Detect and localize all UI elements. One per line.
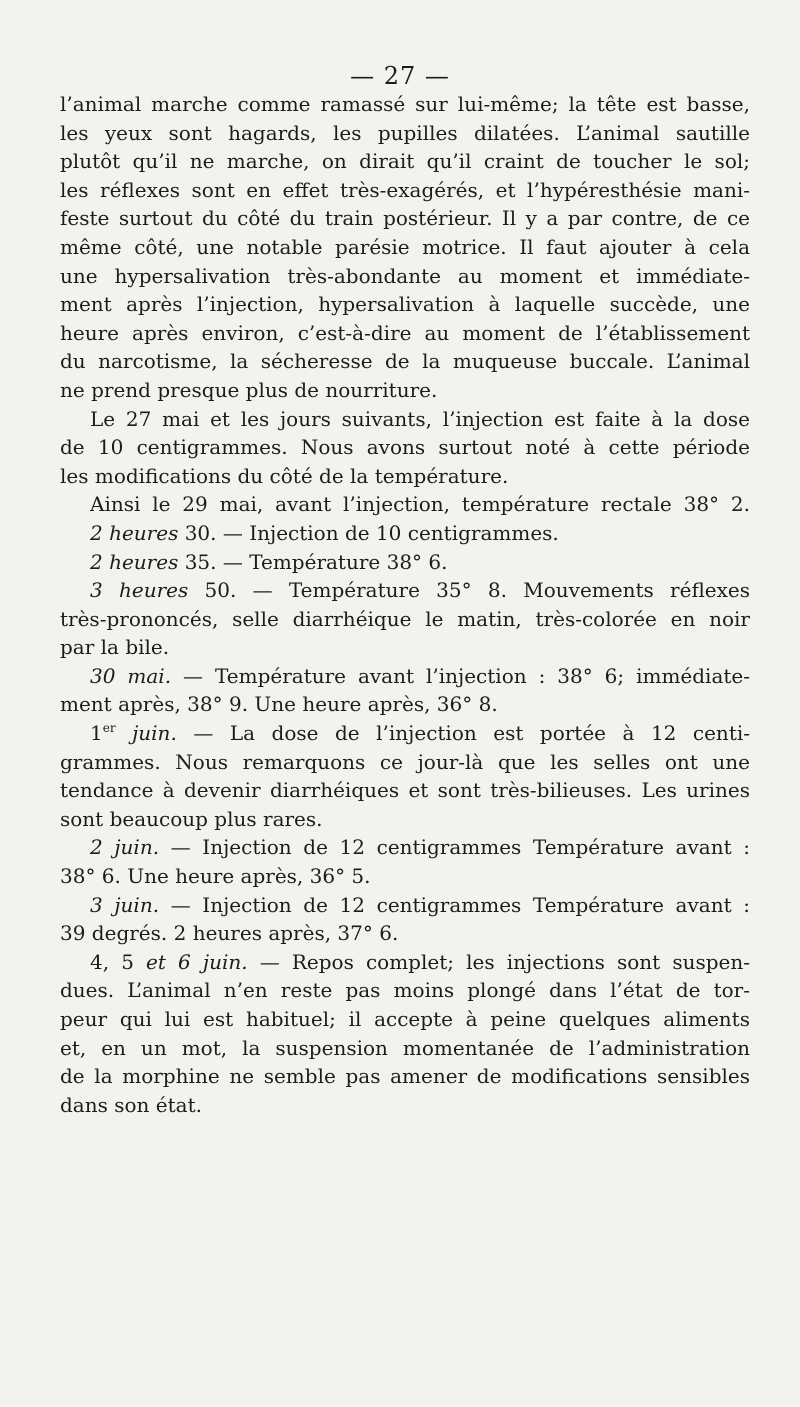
text-line: les yeux sont hagards, les pupilles dilatées. L’animal sautille xyxy=(60,120,750,145)
entry-lead: juin. xyxy=(115,721,177,746)
text-line: peur qui lui est habituel; il accepte à peine quelques aliments xyxy=(60,1007,750,1031)
text-line: et, en un mot, la suspension momentanée de l’administration xyxy=(60,1035,750,1060)
entry-lead: 2 juin. xyxy=(90,835,160,860)
entry-text: — Injection de 12 centigrammes Température avant : xyxy=(159,892,750,917)
entry-text: — Injection de 12 centigrammes Température avant : xyxy=(159,835,750,860)
entry-superscript: er xyxy=(102,721,116,736)
text-line: dues. L’animal n’en reste pas moins plongé dans l’état de tor- xyxy=(60,978,750,1003)
text-line: de la morphine ne semble pas amener de modifications sensibles xyxy=(60,1064,750,1089)
text-line: une hypersalivation très-abondante au moment et immédiate- xyxy=(60,263,750,288)
entry-lead: 30 mai. xyxy=(90,663,172,688)
entry-text: 50. — Température 35° 8. Mouvements réflexes xyxy=(188,578,750,603)
text-line: plutôt qu’il ne marche, on dirait qu’il craint de toucher le sol; xyxy=(60,149,750,174)
entry-lead: 2 heures xyxy=(90,520,179,545)
text-line: l’animal marche comme ramassé sur lui-même; la tête est basse, xyxy=(60,92,750,116)
text-line xyxy=(60,719,750,748)
body-text xyxy=(60,90,750,1119)
entry-text: — La dose de l’injection est portée à 12 centi- xyxy=(176,721,751,746)
text-line: dans son état. xyxy=(60,1092,202,1117)
text-line xyxy=(60,548,750,577)
entry-lead: 3 juin. xyxy=(90,892,160,917)
entry-text: — Repos complet; les injections sont suspen- xyxy=(247,949,750,974)
entry-lead: 2 heures xyxy=(90,549,179,574)
text-line xyxy=(60,662,750,691)
text-line: grammes. Nous remarquons ce jour-là que les selles ont une xyxy=(60,749,750,774)
text-line: ne prend presque plus de nourriture. xyxy=(60,377,438,402)
text-line: par la bile. xyxy=(60,635,170,660)
page-number: — 27 — xyxy=(350,62,450,90)
text-line xyxy=(60,519,750,548)
entry-number: 1 xyxy=(90,721,103,746)
text-line: 38° 6. Une heure après, 36° 5. xyxy=(60,864,371,889)
entry-text: 35. — Température 38° 6. xyxy=(178,549,448,574)
text-line: Le 27 mai et les jours suivants, l’injection est faite à la dose xyxy=(90,406,750,431)
text-line xyxy=(60,948,750,977)
text-line: ment après l’injection, hypersalivation à laquelle succède, une xyxy=(60,292,750,317)
entry-lead: 3 heures xyxy=(90,578,189,603)
text-line: même côté, une notable parésie motrice. Il faut ajouter à cela xyxy=(60,234,750,259)
text-line: Ainsi le 29 mai, avant l’injection, température rectale 38° 2. xyxy=(90,492,750,517)
text-line: tendance à devenir diarrhéiques et sont très-bilieuses. Les urines xyxy=(60,778,750,803)
text-line: les modifications du côté de la température. xyxy=(60,463,509,488)
text-line: très-prononcés, selle diarrhéique le matin, très-colorée en noir xyxy=(60,606,750,631)
text-line: 39 degrés. 2 heures après, 37° 6. xyxy=(60,921,399,946)
entry-lead: et 6 juin. xyxy=(146,949,248,974)
text-line xyxy=(60,891,750,920)
entry-text: 30. — Injection de 10 centigrammes. xyxy=(178,520,559,545)
text-line: sont beaucoup plus rares. xyxy=(60,806,323,831)
text-line xyxy=(60,833,750,862)
text-line: feste surtout du côté du train postérieur. Il y a par contre, de ce xyxy=(60,206,750,231)
entry-text: — Température avant l’injection : 38° 6; immédiate- xyxy=(171,663,751,688)
text-line xyxy=(60,576,750,605)
entry-prefix: 4, 5 xyxy=(90,949,147,974)
text-line: les réflexes sont en effet très-exagérés, et l’hypéresthésie mani- xyxy=(60,177,750,202)
text-line: du narcotisme, la sécheresse de la muqueuse buccale. L’animal xyxy=(60,349,750,374)
text-line: de 10 centigrammes. Nous avons surtout noté à cette période xyxy=(60,435,750,460)
text-line: heure après environ, c’est-à-dire au moment de l’établissement xyxy=(60,320,750,345)
text-line: ment après, 38° 9. Une heure après, 36° 8. xyxy=(60,692,498,717)
